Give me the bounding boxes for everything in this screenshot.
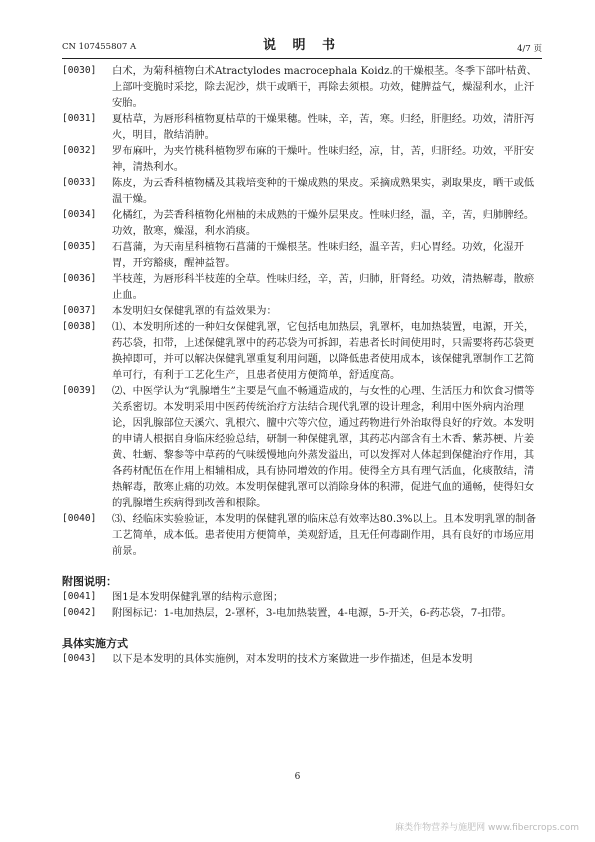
page-number: 6 xyxy=(294,772,301,782)
paragraph-number: [0043] xyxy=(62,653,97,664)
document-body xyxy=(62,63,542,667)
paragraph-text: 图1是本发明保健乳罩的结构示意图； xyxy=(112,591,284,603)
paragraph xyxy=(62,63,542,111)
paragraph-number: [0041] xyxy=(62,591,97,602)
paragraph xyxy=(62,605,542,621)
paragraph-text: 夏枯草，为唇形科植物夏枯草的干燥果穗。性味，辛，苦，寒。归经，肝胆经。功效，清肝泻火，明目，散结消肿。 xyxy=(112,113,535,141)
page-header xyxy=(62,34,542,56)
paragraph xyxy=(62,651,542,667)
paragraph-list xyxy=(62,63,542,559)
paragraph-number: [0042] xyxy=(62,607,97,618)
paragraph-text: 陈皮，为云香科植物橘及其栽培变种的干燥成熟的果皮。采摘成熟果实，剥取果皮，晒干或低温干燥。 xyxy=(112,177,535,205)
paragraph-number: [0040] xyxy=(62,513,97,524)
paragraph-number: [0034] xyxy=(62,209,97,220)
figure-paragraph-list xyxy=(62,589,542,621)
paragraph xyxy=(62,175,542,207)
paragraph-text: ⑶、经临床实验验证，本发明的保健乳罩的临床总有效率达80.3%以上。且本发明乳罩的制备工艺简单，成本低。患者使用方便简单，美观舒适，且无任何毒副作用，具有良好的市场应用前景。 xyxy=(112,513,536,557)
paragraph xyxy=(62,239,542,271)
header-divider xyxy=(62,58,542,59)
paragraph xyxy=(62,319,542,383)
paragraph-number: [0037] xyxy=(62,305,97,316)
document-title: 说 明 书 xyxy=(262,38,342,53)
paragraph xyxy=(62,303,542,319)
paragraph-number: [0030] xyxy=(62,65,97,76)
paragraph xyxy=(62,511,542,559)
embodiment-section-heading: 具体实施方式 xyxy=(62,637,128,650)
paragraph xyxy=(62,143,542,175)
paragraph xyxy=(62,271,542,303)
section-gap xyxy=(62,621,542,635)
paragraph-text: 以下是本发明的具体实施例，对本发明的技术方案做进一步作描述，但是本发明 xyxy=(112,653,473,665)
paragraph xyxy=(62,383,542,511)
paragraph-number: [0038] xyxy=(62,321,97,332)
embodiment-paragraph-list xyxy=(62,651,542,667)
paragraph xyxy=(62,207,542,239)
page-info: 4/7 页 xyxy=(517,44,542,54)
paragraph-text: 石菖蒲，为天南星科植物石菖蒲的干燥根茎。性味归经，温辛苦，归心胃经。功效，化湿开胃，开窍豁痰，醒神益智。 xyxy=(112,241,524,269)
paragraph-text: 白术，为菊科植物白术Atractylodes macrocephala Koidz.的干燥根茎。冬季下部叶枯黄、上部叶变脆时采挖，除去泥沙，烘干或晒干，再除去须根。功效，健脾益气，燥湿利水，止汗安胎。 xyxy=(112,65,537,109)
paragraph-text: 罗布麻叶，为夹竹桃科植物罗布麻的干燥叶。性味归经，凉，甘，苦，归肝经。功效，平肝安神，清热利水。 xyxy=(112,145,535,173)
paragraph-text: ⑵、中医学认为“乳腺增生”主要是气血不畅通造成的，与女性的心理、生活压力和饮食习惯等关系密切。本发明采用中医药传统治疗方法结合现代乳罩的设计理念，利用中医外病内治理论，因乳腺部位天溪穴、乳根穴、膻中穴等穴位，通过药物进行外治取得良好的疗效。本发明的申请人根据自身临床经验总结，研制一种保健乳罩，其药芯内部含有土木香、紫苏梗、片姜黄、牡蛎、黎参等中草药的气味缓慢地向外蒸发溢出，可以发挥对人体起到保健治疗作用，其各药材配伍在作用上相辅相成，具有协同增效的作用。使得全方具有理气活血，化痰散结，清热解毒，散寒止痛的功效。本发明保健乳罩可以消除身体的积滞，促进气血的通畅，使得妇女的乳腺增生疾病得到改善和根除。 xyxy=(112,385,535,509)
paragraph-number: [0033] xyxy=(62,177,97,188)
paragraph-number: [0036] xyxy=(62,273,97,284)
paragraph-number: [0035] xyxy=(62,241,97,252)
publication-number: CN 107455807 A xyxy=(62,42,137,52)
paragraph-text: 半枝莲，为唇形科半枝莲的全草。性味归经，辛，苦，归肺，肝肾经。功效，清热解毒，散瘀止血。 xyxy=(112,273,535,301)
paragraph-number: [0039] xyxy=(62,385,97,396)
watermark: 麻类作物营养与施肥网 www.fibercrops.com xyxy=(395,823,579,833)
paragraph-text: 本发明妇女保健乳罩的有益效果为： xyxy=(112,305,277,317)
section-gap xyxy=(62,559,542,573)
paragraph-text: 附图标记：1-电加热层，2-罩杯，3-电加热装置，4-电源，5-开关，6-药芯袋，7-扣带。 xyxy=(112,607,512,619)
paragraph xyxy=(62,111,542,143)
paragraph xyxy=(62,589,542,605)
paragraph-text: 化橘红，为芸香科植物化州柚的未成熟的干燥外层果皮。性味归经，温，辛，苦，归肺脾经。功效，散寒，燥湿，利水消痰。 xyxy=(112,209,535,237)
figure-section-heading: 附图说明： xyxy=(62,575,117,588)
paragraph-text: ⑴、本发明所述的一种妇女保健乳罩，它包括电加热层，乳罩杯，电加热装置，电源，开关，药芯袋，扣带，上述保健乳罩中的药芯袋为可拆卸，若患者长时间使用时，只需要将药芯袋更换掉即可，并可以解决保健乳罩重复利用问题，以降低患者使用成本，该保健乳罩制作工艺简单可行，有利于工艺化生产，且患者使用方便简单，舒适度高。 xyxy=(112,321,535,381)
paragraph-number: [0032] xyxy=(62,145,97,156)
paragraph-number: [0031] xyxy=(62,113,97,124)
